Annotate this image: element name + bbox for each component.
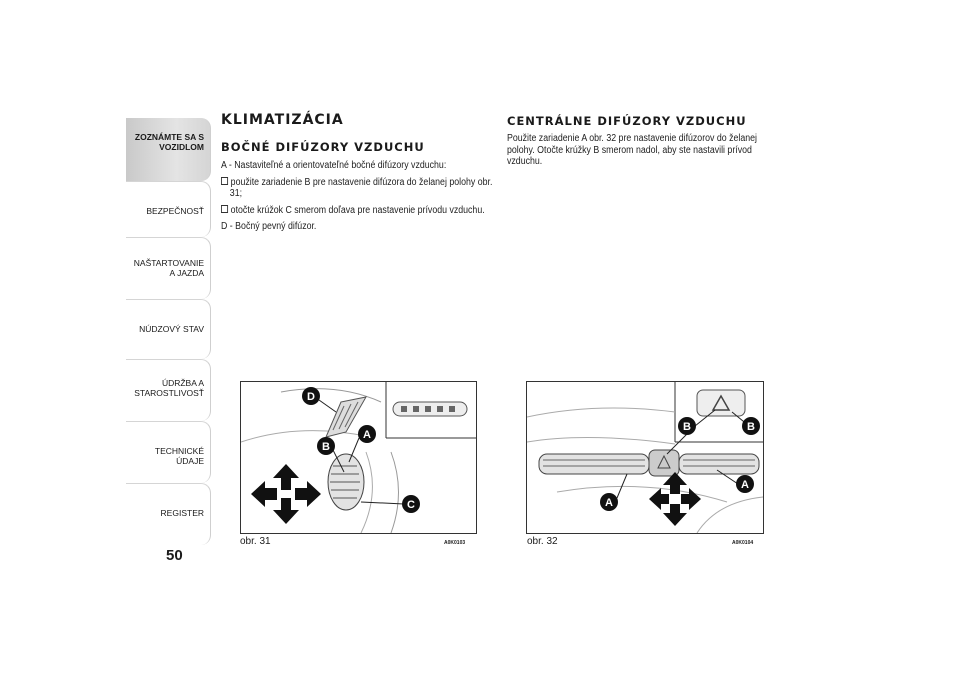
side-vents-heading: BOČNÉ DIFÚZORY VZDUCHU [221,140,425,154]
intro-paragraph: A - Nastaviteľné a orientovateľné bočné difúzory vzduchu: [221,160,447,171]
side-vent-illustration [241,382,476,533]
bullet-text: otočte krúžok C smerom doľava pre nastavenie prívodu vzduchu. [230,204,485,216]
tab-zoznamte-sa[interactable]: ZOZNÁMTE SA S VOZIDLOM [126,118,211,181]
figure-32-code: A0K0104 [732,540,754,546]
callout-c: C [407,499,415,511]
center-paragraph: Použite zariadenie A obr. 32 pre nastavenie difúzorov do želanej polohy. Otočte krúžky B smerom nadol, aby ste nastavili prívod vzduchu. [507,133,758,167]
figure-32-caption: obr. 32 [527,536,558,547]
callout-b-left: B [683,421,691,433]
bullet-box-icon [221,205,228,213]
callout-a: A [363,429,371,441]
figure-32 [526,381,764,534]
bullet-box-icon [221,177,228,185]
bullet-item [221,205,494,217]
outro-paragraph: D - Bočný pevný difúzor. [221,221,317,232]
section-title: KLIMATIZÁCIA [221,112,344,128]
tab-technicke-udaje[interactable]: TECHNICKÉ ÚDAJE [126,421,211,483]
tab-nastartovanie[interactable]: NAŠTARTOVANIE A JAZDA [126,237,211,299]
direction-arrows-icon [649,472,701,526]
callout-a-right: A [741,479,749,491]
callout-a-left: A [605,497,613,509]
figure-31-caption: obr. 31 [240,536,271,547]
figure-31 [240,381,477,534]
center-vent-illustration [527,382,763,533]
tab-nudzovy-stav[interactable]: NÚDZOVÝ STAV [126,299,211,359]
callout-d: D [307,391,315,403]
bullet-text: použite zariadenie B pre nastavenie difúzora do želanej polohy obr. [230,176,493,188]
figure-31-code: A0K0103 [444,540,466,546]
callout-b: B [322,441,330,453]
center-vents-heading: CENTRÁLNE DIFÚZORY VZDUCHU [507,114,747,128]
page-number: 50 [166,547,183,564]
center-vents-text [507,133,763,173]
side-vents-text [221,160,496,238]
chapter-sidebar [126,118,211,545]
callout-b-right: B [747,421,755,433]
bullet-item [221,177,494,200]
tab-udrzba[interactable]: ÚDRŽBA A STAROSTLIVOSŤ [126,359,211,421]
tab-register[interactable]: REGISTER [126,483,211,545]
direction-arrows-icon [251,464,321,524]
tab-bezpecnost[interactable]: BEZPEČNOSŤ [126,181,211,237]
bullet-text-cont: 31; [229,188,243,199]
